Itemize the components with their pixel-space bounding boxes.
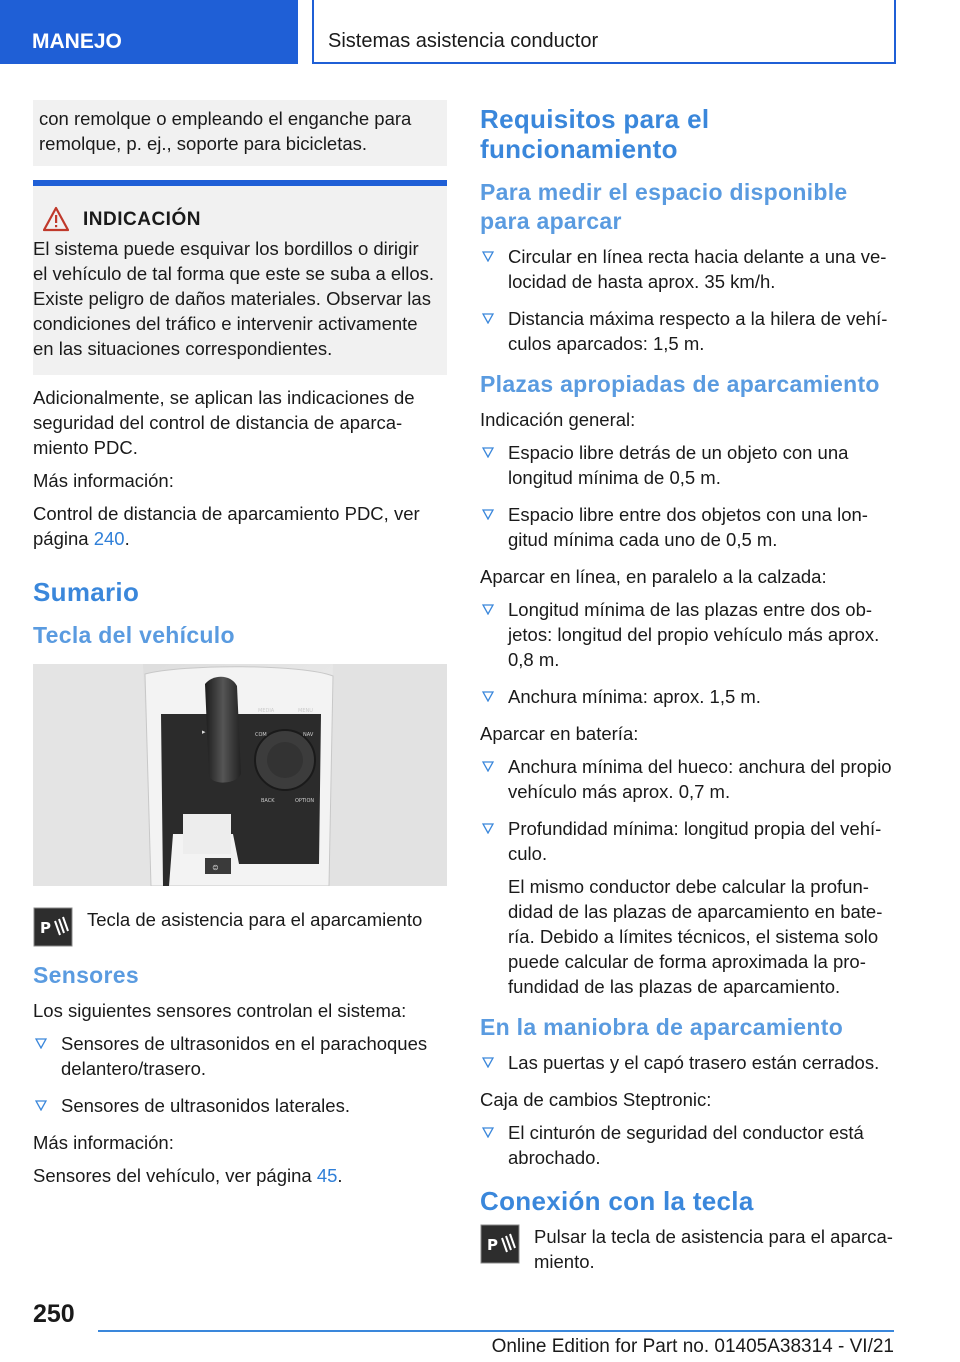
parking-assist-key-icon — [480, 1224, 520, 1264]
warning-text: El sistema puede esquivar los bordillos o dirigir el vehículo de tal forma que este se suba a ellos. Existe peligro de daños materiales. Observar las condiciones del tráfico e intervenir activamente en las situaciones correspondientes. — [33, 238, 435, 359]
bullet-triangle-icon — [482, 822, 494, 834]
list-item: El cinturón de seguridad del conductor está abrochado. — [480, 1120, 894, 1170]
bullet-triangle-icon — [35, 1099, 47, 1111]
bullet-triangle-icon — [482, 1056, 494, 1068]
sensores-list — [33, 1031, 447, 1118]
list-item: Espacio libre detrás de un objeto con una longitud mínima de 0,5 m. — [480, 440, 894, 490]
bullet-triangle-icon — [35, 1037, 47, 1049]
heading-medir-espacio: Para medir el espacio disponible para aparcar — [480, 179, 848, 234]
left-column — [33, 100, 447, 1196]
photo-label-media: MEDIA — [258, 708, 275, 714]
list-item: Espacio libre entre dos objetos con una longitud mínima cada uno de 0,5 m. — [480, 502, 894, 552]
list-item: Distancia máxima respecto a la hilera de vehículos aparcados: 1,5 m. — [480, 306, 894, 356]
chapter-title: Sistemas asistencia conductor — [328, 30, 599, 52]
bullet-triangle-icon — [482, 508, 494, 520]
icon-caption: Tecla de asistencia para el aparcamiento — [87, 909, 423, 930]
svg-text:P: P — [40, 919, 51, 937]
warning-title: INDICACIÓN — [83, 208, 201, 230]
sensors-reference: Sensores del vehículo, ver página 45. — [33, 1165, 343, 1186]
svg-text:⊜: ⊜ — [212, 863, 219, 872]
warning-box — [33, 180, 447, 375]
sensores-intro: Los siguientes sensores controlan el sistema: — [33, 1000, 407, 1021]
intro-box: con remolque o empleando el enganche para remolque, p. ej., soporte para bicicletas. — [33, 100, 447, 166]
linea-list — [480, 597, 894, 709]
center-console-photo — [33, 664, 447, 886]
chapter-header — [312, 0, 896, 64]
heading-maniobra: En la maniobra de aparcamiento — [480, 1014, 844, 1040]
parking-assist-key-icon — [33, 907, 73, 947]
list-item: Sensores de ultrasonidos en el parachoques delantero/trasero. — [33, 1031, 447, 1081]
linea-label: Aparcar en línea, en paralelo a la calzada: — [480, 566, 827, 587]
bullet-triangle-icon — [482, 312, 494, 324]
pdc-reference: Control de distancia de aparcamiento PDC, ver página 240. — [33, 503, 420, 549]
warning-heading — [33, 206, 435, 232]
heading-tecla-vehiculo: Tecla del vehículo — [33, 622, 235, 648]
footer-divider — [98, 1330, 894, 1332]
section-title: MANEJO — [32, 30, 122, 53]
bullet-triangle-icon — [482, 690, 494, 702]
more-info-label-2: Más información: — [33, 1132, 174, 1153]
section-tab — [0, 0, 298, 64]
page-number: 250 — [33, 1300, 75, 1328]
heading-sumario: Sumario — [33, 577, 140, 607]
conexion-row — [480, 1224, 894, 1274]
photo-label-menu: MENU — [298, 708, 313, 714]
list-item: Anchura mínima: aprox. 1,5 m. — [480, 684, 894, 709]
bullet-triangle-icon — [482, 603, 494, 615]
svg-text:P: P — [487, 1236, 498, 1254]
more-info-label: Más información: — [33, 470, 174, 491]
heading-sensores: Sensores — [33, 962, 139, 988]
bullet-triangle-icon — [482, 1126, 494, 1138]
heading-conexion: Conexión con la tecla — [480, 1186, 754, 1216]
svg-text:▸: ▸ — [202, 728, 206, 736]
photo-label-nav: NAV — [303, 732, 314, 738]
steptronic-list — [480, 1120, 894, 1170]
conexion-text: Pulsar la tecla de asistencia para el aparcamiento. — [534, 1226, 893, 1272]
medir-list — [480, 244, 894, 356]
right-column — [480, 100, 894, 1286]
bateria-label: Aparcar en batería: — [480, 723, 639, 744]
steptronic-label: Caja de cambios Steptronic: — [480, 1089, 712, 1110]
photo-label-com: COM — [255, 732, 267, 738]
list-item: Las puertas y el capó trasero están cerrados. — [480, 1050, 894, 1075]
parking-key-caption — [33, 907, 447, 947]
list-item: Circular en línea recta hacia delante a una velocidad de hasta aprox. 35 km/h. — [480, 244, 894, 294]
heading-plazas: Plazas apropiadas de aparcamiento — [480, 371, 880, 397]
safety-paragraph: Adicionalmente, se aplican las indicaciones de seguridad del control de distancia de aparcamiento PDC. — [33, 387, 415, 458]
maniobra-list — [480, 1050, 894, 1075]
list-item: Sensores de ultrasonidos laterales. — [33, 1093, 447, 1118]
bullet-triangle-icon — [482, 250, 494, 262]
heading-requisitos: Requisitos para el funcionamiento — [480, 104, 710, 164]
photo-label-back: BACK — [261, 798, 275, 804]
general-list — [480, 440, 894, 552]
page-link-240[interactable]: 240 — [93, 528, 125, 549]
page-link-45[interactable]: 45 — [316, 1165, 338, 1186]
general-label: Indicación general: — [480, 409, 636, 430]
photo-label-option: OPTION — [295, 798, 315, 804]
list-item: Longitud mínima de las plazas entre dos objetos: longitud del propio vehículo más aprox. 0,8 m. — [480, 597, 894, 672]
edition-text: Online Edition for Part no. 01405A38314 - VI/21 — [491, 1336, 894, 1357]
bullet-triangle-icon — [482, 446, 494, 458]
bateria-note: El mismo conductor debe calcular la profundidad de las plazas de aparcamiento en batería. Debido a límites técnicos, el sistema solo puede calcular de forma aproximada la profundidad de las plazas de aparcamiento. — [508, 876, 883, 997]
bullet-triangle-icon — [482, 760, 494, 772]
warning-triangle-icon — [43, 206, 69, 232]
list-item: Profundidad mínima: longitud propia del vehículo. — [480, 816, 894, 866]
list-item: Anchura mínima del hueco: anchura del propio vehículo más aprox. 0,7 m. — [480, 754, 894, 804]
bateria-list — [480, 754, 894, 866]
